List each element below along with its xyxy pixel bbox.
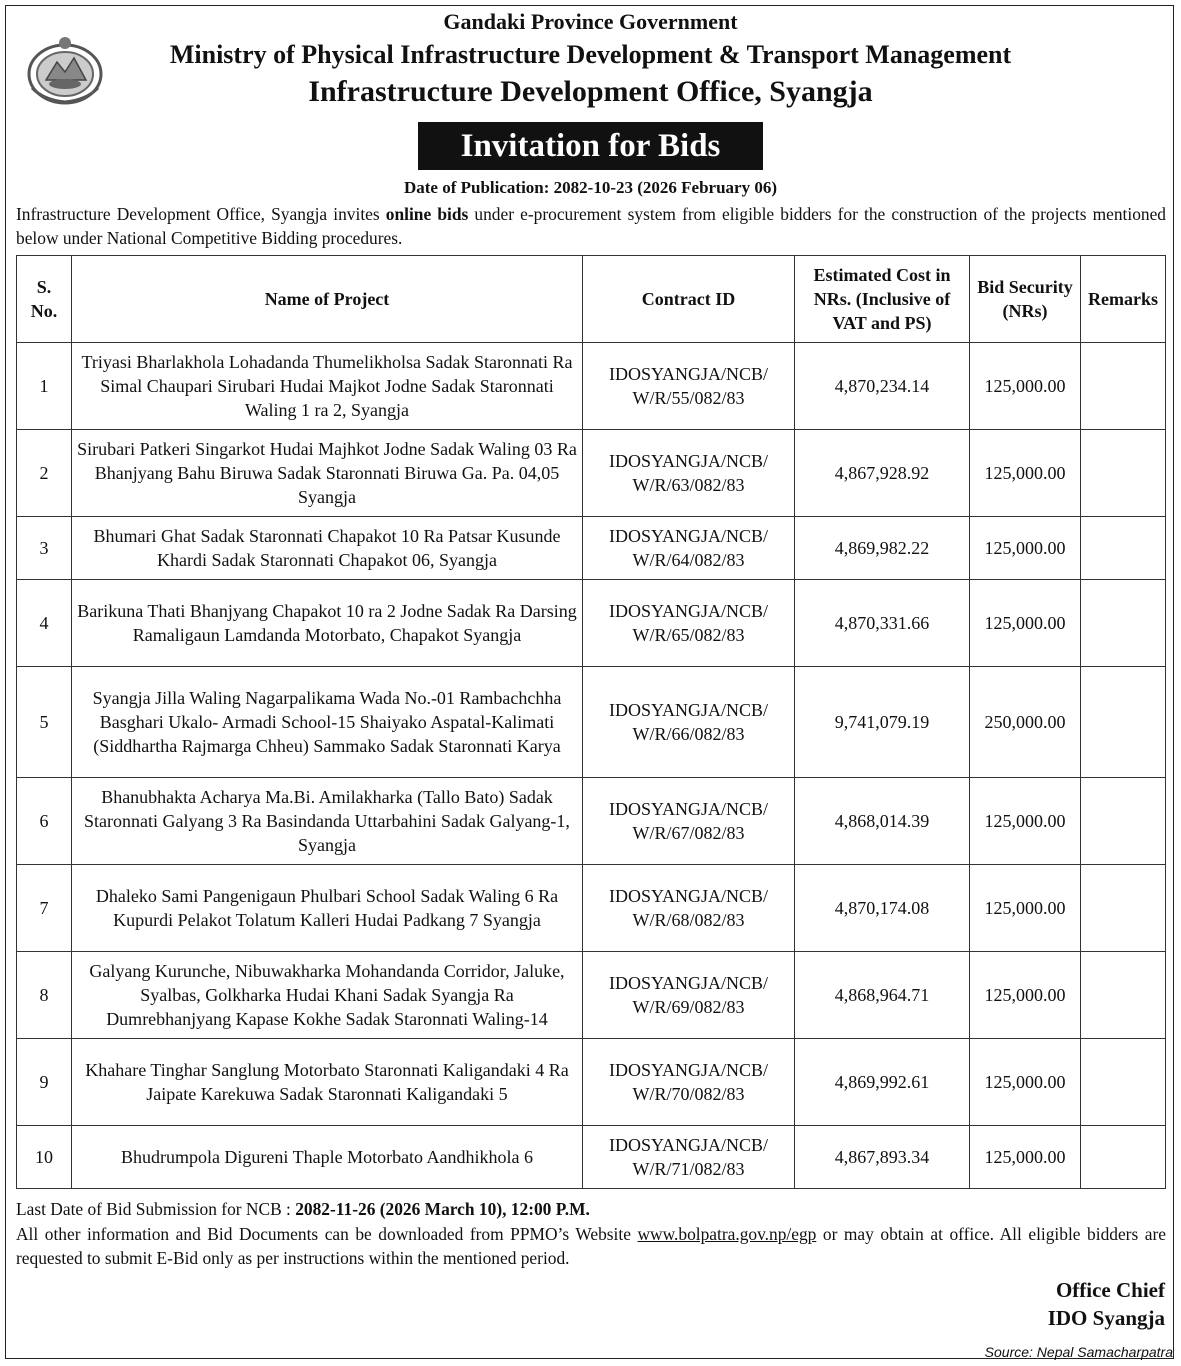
contract-id-cell: IDOSYANGJA/NCB/ W/R/67/082/83 bbox=[583, 778, 795, 865]
remarks-cell bbox=[1081, 952, 1166, 1039]
info-text-1: All other information and Bid Documents can be downloaded from PPMO’s Website bbox=[16, 1224, 638, 1244]
project-name-cell: Bhumari Ghat Sadak Staronnati Chapakot 10 Ra Patsar Kusunde Khardi Sadak Staronnati Chapakot 06, Syangja bbox=[72, 517, 583, 580]
table-header-row bbox=[17, 256, 1166, 343]
project-name-cell: Bhanubhakta Acharya Ma.Bi. Amilakharka (Tallo Bato) Sadak Staronnati Galyang 3 Ra Basindanda Uttarbahini Sadak Galyang-1, Syangja bbox=[72, 778, 583, 865]
security-cell: 125,000.00 bbox=[970, 343, 1081, 430]
sno-cell: 4 bbox=[17, 580, 72, 667]
remarks-header: Remarks bbox=[1081, 256, 1166, 343]
contract-id-cell: IDOSYANGJA/NCB/ W/R/63/082/83 bbox=[583, 430, 795, 517]
sno-cell: 3 bbox=[17, 517, 72, 580]
sno-cell: 8 bbox=[17, 952, 72, 1039]
project-name-cell: Barikuna Thati Bhanjyang Chapakot 10 ra 2 Jodne Sadak Ra Darsing Ramaligaun Lamdanda Motorbato, Chapakot Syangja bbox=[72, 580, 583, 667]
signature-title: Office Chief bbox=[1055, 1278, 1165, 1302]
cost-cell: 9,741,079.19 bbox=[795, 667, 970, 778]
remarks-cell bbox=[1081, 517, 1166, 580]
security-cell: 125,000.00 bbox=[970, 1039, 1081, 1126]
sno-header: S. No. bbox=[17, 256, 72, 343]
security-cell: 250,000.00 bbox=[970, 667, 1081, 778]
remarks-cell bbox=[1081, 778, 1166, 865]
info-paragraph bbox=[16, 1222, 1166, 1270]
deadline-value: 2082-11-26 (2026 March 10), 12:00 P.M. bbox=[295, 1199, 590, 1219]
table-row bbox=[17, 430, 1166, 517]
contract-id-cell: IDOSYANGJA/NCB/ W/R/64/082/83 bbox=[583, 517, 795, 580]
contract-header: Contract ID bbox=[583, 256, 795, 343]
remarks-cell bbox=[1081, 865, 1166, 952]
security-cell: 125,000.00 bbox=[970, 778, 1081, 865]
cost-cell: 4,870,331.66 bbox=[795, 580, 970, 667]
contract-id-cell: IDOSYANGJA/NCB/ W/R/66/082/83 bbox=[583, 667, 795, 778]
cost-cell: 4,870,174.08 bbox=[795, 865, 970, 952]
table-row bbox=[17, 517, 1166, 580]
bid-deadline bbox=[16, 1197, 1166, 1221]
intro-bold: online bids bbox=[385, 204, 469, 224]
security-cell: 125,000.00 bbox=[970, 430, 1081, 517]
project-name-cell: Syangja Jilla Waling Nagarpalikama Wada No.-01 Rambachchha Basghari Ukalo- Armadi School-15 Shaiyako Aspatal-Kalimati (Siddhartha Rajmarga Chheu) Sammako Sadak Staronnati Karya bbox=[72, 667, 583, 778]
signature-office: IDO Syangja bbox=[1047, 1306, 1165, 1330]
government-name: Gandaki Province Government bbox=[443, 9, 738, 34]
project-name-cell: Galyang Kurunche, Nibuwakharka Mohandanda Corridor, Jaluke, Syalbas, Golkharka Hudai Khani Sadak Syangja Ra Dumrebhanjyang Kapase Kokhe Sadak Staronnati Waling-14 bbox=[72, 952, 583, 1039]
contract-id-cell: IDOSYANGJA/NCB/ W/R/68/082/83 bbox=[583, 865, 795, 952]
table-row bbox=[17, 1126, 1166, 1189]
security-cell: 125,000.00 bbox=[970, 580, 1081, 667]
remarks-cell bbox=[1081, 580, 1166, 667]
security-header: Bid Security (NRs) bbox=[970, 256, 1081, 343]
table-row bbox=[17, 343, 1166, 430]
table-row bbox=[17, 865, 1166, 952]
intro-text-1: Infrastructure Development Office, Syangja invites bbox=[16, 204, 386, 224]
project-name-cell: Sirubari Patkeri Singarkot Hudai Majhkot Jodne Sadak Waling 03 Ra Bhanjyang Bahu Biruwa Sadak Staronnati Biruwa Ga. Pa. 04,05 Syangja bbox=[72, 430, 583, 517]
security-cell: 125,000.00 bbox=[970, 1126, 1081, 1189]
remarks-cell bbox=[1081, 343, 1166, 430]
sno-cell: 7 bbox=[17, 865, 72, 952]
table-row bbox=[17, 778, 1166, 865]
remarks-cell bbox=[1081, 1126, 1166, 1189]
table-row bbox=[17, 1039, 1166, 1126]
sno-cell: 2 bbox=[17, 430, 72, 517]
cost-cell: 4,868,964.71 bbox=[795, 952, 970, 1039]
invitation-banner: Invitation for Bids bbox=[418, 122, 763, 170]
table-row bbox=[17, 667, 1166, 778]
project-name-cell: Khahare Tinghar Sanglung Motorbato Staronnati Kaligandaki 4 Ra Jaipate Karekuwa Sadak Staronnati Kaligandaki 5 bbox=[72, 1039, 583, 1126]
info-text-2: or may obtain at office. All eligible bidders are requested to submit E-Bid only as per instructions within the mentioned period. bbox=[16, 1224, 1167, 1268]
security-cell: 125,000.00 bbox=[970, 865, 1081, 952]
ministry-name: Ministry of Physical Infrastructure Development & Transport Management bbox=[169, 40, 1012, 69]
contract-id-cell: IDOSYANGJA/NCB/ W/R/65/082/83 bbox=[583, 580, 795, 667]
deadline-label: Last Date of Bid Submission for NCB : bbox=[16, 1199, 296, 1219]
contract-id-cell: IDOSYANGJA/NCB/ W/R/71/082/83 bbox=[583, 1126, 795, 1189]
cost-cell: 4,869,992.61 bbox=[795, 1039, 970, 1126]
cost-cell: 4,868,014.39 bbox=[795, 778, 970, 865]
sno-cell: 5 bbox=[17, 667, 72, 778]
cost-cell: 4,870,234.14 bbox=[795, 343, 970, 430]
remarks-cell bbox=[1081, 1039, 1166, 1126]
bids-table bbox=[16, 255, 1166, 1189]
cost-cell: 4,869,982.22 bbox=[795, 517, 970, 580]
cost-header: Estimated Cost in NRs. (Inclusive of VAT and PS) bbox=[795, 256, 970, 343]
sno-cell: 1 bbox=[17, 343, 72, 430]
security-cell: 125,000.00 bbox=[970, 952, 1081, 1039]
office-name: Infrastructure Development Office, Syangja bbox=[308, 75, 873, 108]
security-cell: 125,000.00 bbox=[970, 517, 1081, 580]
publication-date: Date of Publication: 2082-10-23 (2026 February 06) bbox=[403, 178, 777, 197]
cost-cell: 4,867,893.34 bbox=[795, 1126, 970, 1189]
sno-cell: 10 bbox=[17, 1126, 72, 1189]
table-row bbox=[17, 952, 1166, 1039]
ppmo-website-link[interactable]: www.bolpatra.gov.np/egp bbox=[637, 1224, 817, 1244]
remarks-cell bbox=[1081, 430, 1166, 517]
contract-id-cell: IDOSYANGJA/NCB/ W/R/69/082/83 bbox=[583, 952, 795, 1039]
project-name-cell: Triyasi Bharlakhola Lohadanda Thumelikholsa Sadak Staronnati Ra Simal Chaupari Sirubari Hudai Majkot Jodne Sadak Staronnati Waling 1 ra 2, Syangja bbox=[72, 343, 583, 430]
intro-paragraph bbox=[16, 202, 1166, 250]
source-credit: Source: Nepal Samacharpatra bbox=[984, 1344, 1173, 1360]
name-header: Name of Project bbox=[72, 256, 583, 343]
project-name-cell: Bhudrumpola Digureni Thaple Motorbato Aandhikhola 6 bbox=[72, 1126, 583, 1189]
sno-cell: 6 bbox=[17, 778, 72, 865]
cost-cell: 4,867,928.92 bbox=[795, 430, 970, 517]
table-row bbox=[17, 580, 1166, 667]
project-name-cell: Dhaleko Sami Pangenigaun Phulbari School Sadak Waling 6 Ra Kupurdi Pelakot Tolatum Kalleri Hudai Padkang 7 Syangja bbox=[72, 865, 583, 952]
contract-id-cell: IDOSYANGJA/NCB/ W/R/70/082/83 bbox=[583, 1039, 795, 1126]
remarks-cell bbox=[1081, 667, 1166, 778]
sno-cell: 9 bbox=[17, 1039, 72, 1126]
intro-text-2: under e-procurement system from eligible bidders for the construction of the projects mentioned below under National Competitive Bidding procedures. bbox=[16, 204, 1167, 248]
contract-id-cell: IDOSYANGJA/NCB/ W/R/55/082/83 bbox=[583, 343, 795, 430]
